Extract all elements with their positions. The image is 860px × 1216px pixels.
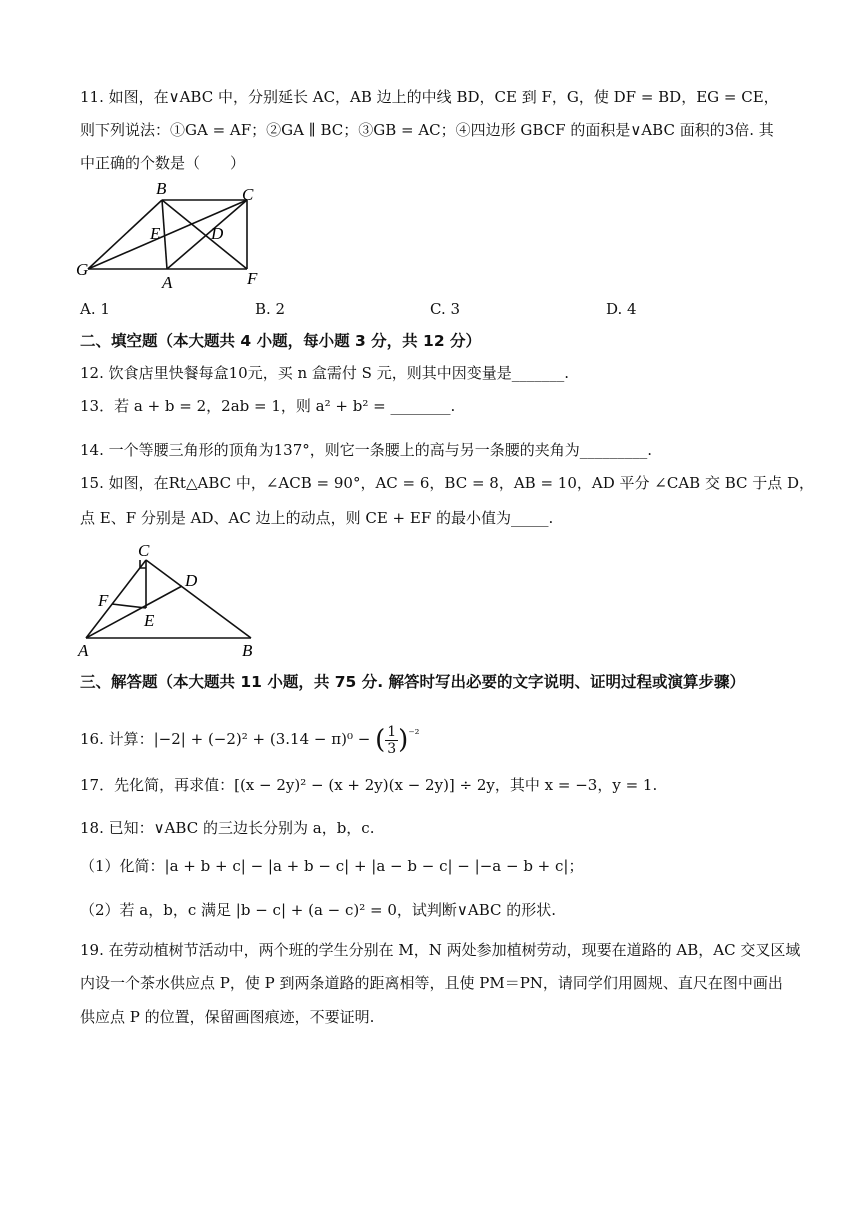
q11-figure — [74, 178, 274, 294]
q11-line3: 中正确的个数是（ ） — [80, 154, 246, 172]
segment-AC — [86, 560, 146, 638]
q18-line1: 18. 已知：∨ABC 的三边长分别为 a，b，c. — [80, 819, 375, 837]
label-C: C — [138, 541, 150, 560]
q18-part2: （2）若 a，b，c 满足 |b − c| + (a − c)² = 0，试判断∨ABC 的形状. — [80, 901, 557, 919]
section-2-heading: 二、填空题（本大题共 4 小题，每小题 3 分，共 12 分） — [80, 332, 482, 350]
label-G: G — [76, 260, 89, 279]
q16-frac-num: 1 — [387, 723, 397, 740]
q17: 17．先化简，再求值：[(x − 2y)² − (x + 2y)(x − 2y)] ÷ 2y，其中 x = −3，y = 1. — [80, 776, 658, 794]
segment-CB — [146, 560, 251, 638]
option-a: A. 1 — [80, 300, 110, 318]
q16-exponent: ⁻² — [408, 727, 420, 741]
q16-frac-den: 3 — [387, 740, 397, 757]
q11-line2: 则下列说法：①GA = AF；②GA ∥ BC；③GB = AC；④四边形 GBCF 的面积是∨ABC 面积的3倍. 其 — [80, 121, 774, 139]
q16-prefix: 16. 计算：|−2| + (−2)² + (3.14 − π)⁰ − — [80, 730, 376, 748]
q19-line3: 供应点 P 的位置，保留画图痕迹，不要证明. — [80, 1008, 375, 1026]
label-E: E — [144, 611, 155, 630]
q14: 14. 一个等腰三角形的顶角为137°，则它一条腰上的高与另一条腰的夹角为_________. — [80, 441, 653, 459]
label-E: E — [150, 224, 161, 243]
q18-part1: （1）化简：|a + b + c| − |a + b − c| + |a − b − c| − |−a − b + c|； — [80, 857, 584, 875]
q16-fraction — [385, 724, 398, 757]
q12: 12. 饮食店里快餐每盒10元，买 n 盒需付 S 元，则其中因变量是_______. — [80, 364, 569, 382]
label-C: C — [242, 185, 254, 204]
q13: 13．若 a + b = 2，2ab = 1，则 a² + b² = ________. — [80, 397, 456, 415]
q11-line1: 11. 如图，在∨ABC 中，分别延长 AC，AB 边上的中线 BD，CE 到 F，G，使 DF = BD，EG = CE， — [80, 88, 779, 106]
option-b: B. 2 — [255, 300, 286, 318]
segment-FE — [112, 604, 146, 608]
label-B: B — [156, 179, 167, 198]
q15-line1: 15. 如图，在Rt△ABC 中，∠ACB = 90°，AC = 6，BC = 8，AB = 10，AD 平分 ∠CAB 交 BC 于点 D， — [80, 474, 815, 492]
option-d: D. 4 — [606, 300, 637, 318]
label-A: A — [78, 641, 89, 660]
label-D: D — [185, 571, 198, 590]
label-B: B — [242, 641, 253, 660]
q15-figure — [74, 538, 274, 662]
q15-line2: 点 E、F 分别是 AD、AC 边上的动点，则 CE + EF 的最小值为_____. — [80, 509, 554, 527]
label-F: F — [98, 591, 109, 610]
label-A: A — [162, 273, 173, 292]
q19-line2: 内设一个茶水供应点 P，使 P 到两条道路的距离相等，且使 PM＝PN，请同学们用圆规、直尺在图中画出 — [80, 974, 783, 992]
label-F: F — [247, 269, 258, 288]
q16: 16. 计算：|−2| + (−2)² + (3.14 − π)⁰ − ( $\frac{1}{3}$ )$^{^{-2}}$ — [80, 723, 420, 757]
option-c: C. 3 — [430, 300, 461, 318]
label-D: D — [211, 224, 224, 243]
q19-line1: 19. 在劳动植树节活动中，两个班的学生分别在 M，N 两处参加植树劳动，现要在道路的 AB，AC 交叉区域 — [80, 941, 801, 959]
section-3-heading: 三、解答题（本大题共 11 小题，共 75 分. 解答时写出必要的文字说明、证明过程或演算步骤） — [80, 673, 746, 691]
